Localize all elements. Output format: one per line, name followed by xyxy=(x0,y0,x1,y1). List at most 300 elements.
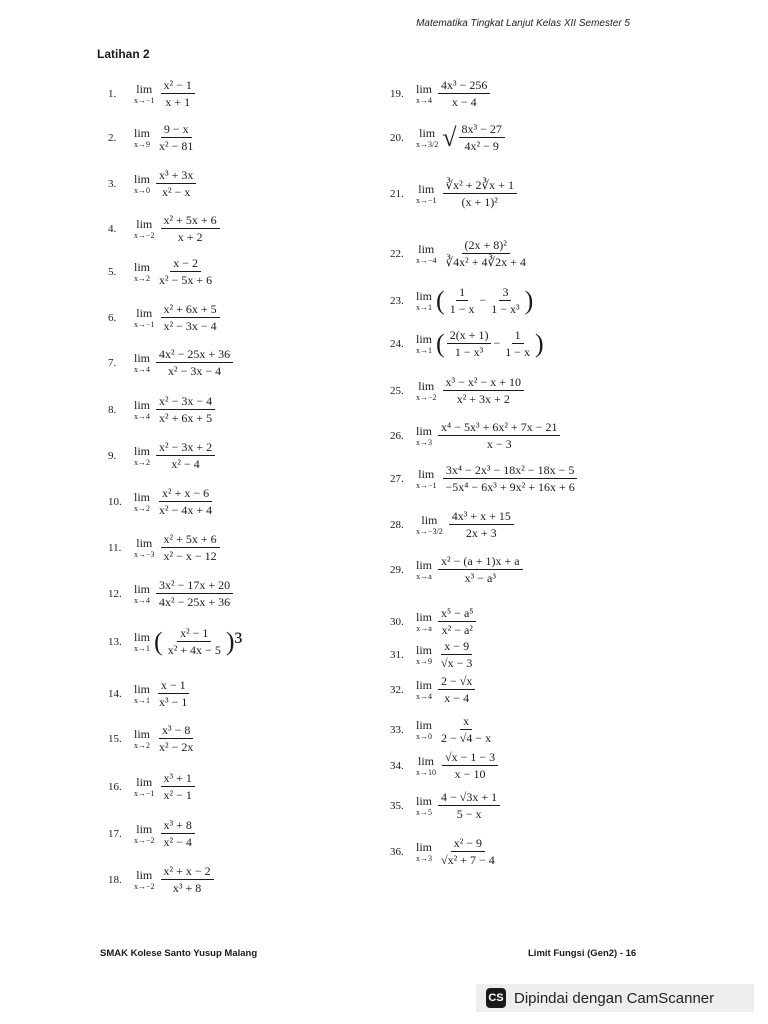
numerator: x³ + 8 xyxy=(161,818,195,834)
limit-expression xyxy=(154,347,235,378)
numerator: x⁴ − 5x³ + 6x² + 7x − 21 xyxy=(438,420,560,436)
limit-approach: x→−2 xyxy=(134,230,155,240)
numerator: 3 xyxy=(499,285,511,301)
fraction xyxy=(156,723,196,754)
limit-expression xyxy=(436,714,496,745)
denominator: −5x⁴ − 6x³ + 9x² + 16x + 6 xyxy=(445,480,575,494)
problem-item xyxy=(108,864,216,895)
limit-expression xyxy=(154,394,217,425)
limit-operator xyxy=(416,468,437,490)
fraction xyxy=(447,285,478,316)
limit-operator xyxy=(134,683,150,705)
problem-item xyxy=(390,285,533,316)
limit-operator xyxy=(416,290,432,312)
denominator: x − 10 xyxy=(454,767,486,781)
limit-expression xyxy=(154,723,198,754)
limit-word: lim xyxy=(134,443,151,458)
limit-operator xyxy=(416,83,432,105)
limit-word: lim xyxy=(421,512,438,527)
problem-item xyxy=(108,168,198,199)
problem-item xyxy=(390,78,492,109)
problem-number: 20. xyxy=(390,131,404,144)
limit-approach: x→1 xyxy=(134,695,150,705)
limit-expression xyxy=(154,678,192,709)
limit-operator xyxy=(416,611,432,633)
problem-item xyxy=(390,790,502,821)
numerator: x³ + 1 xyxy=(161,771,195,787)
problem-item xyxy=(390,463,580,494)
problem-item xyxy=(390,554,525,585)
limit-expression xyxy=(442,122,507,153)
open-bracket: ( xyxy=(436,285,445,315)
numerator: x² + 5x + 6 xyxy=(161,213,220,229)
problem-number: 8. xyxy=(108,403,117,416)
limit-word: lim xyxy=(134,397,151,412)
limit-word: lim xyxy=(419,125,436,140)
limit-approach: x→−2 xyxy=(416,392,437,402)
limit-approach: x→3/2 xyxy=(416,139,439,149)
problem-item xyxy=(108,532,222,563)
denominator: x² − 1 xyxy=(163,788,192,802)
limit-word: lim xyxy=(134,171,151,186)
problem-number: 14. xyxy=(108,687,122,700)
limit-word: lim xyxy=(134,259,151,274)
limit-word: lim xyxy=(134,681,151,696)
numerator: ∛x² + 2∛x + 1 xyxy=(443,178,517,194)
fraction xyxy=(438,639,475,670)
denominator: x² − x − 12 xyxy=(163,549,217,563)
denominator: x³ + 8 xyxy=(172,881,202,895)
limit-approach: x→2 xyxy=(134,740,150,750)
fraction xyxy=(161,78,195,109)
problem-number: 16. xyxy=(108,780,122,793)
numerator: 4x² − 25x + 36 xyxy=(156,347,233,363)
numerator: 1 xyxy=(456,285,468,301)
problem-number: 27. xyxy=(390,472,404,485)
limit-word: lim xyxy=(418,181,435,196)
problem-number: 2. xyxy=(108,131,117,144)
limit-approach: x→10 xyxy=(416,767,436,777)
limit-expression xyxy=(154,122,198,153)
numerator: 9 − x xyxy=(161,122,192,138)
problem-item xyxy=(108,122,198,153)
problem-item xyxy=(108,256,217,287)
problem-item xyxy=(390,714,496,745)
limit-word: lim xyxy=(416,839,433,854)
limit-operator xyxy=(134,399,150,421)
denominator: √x² + 7 − 4 xyxy=(441,853,495,867)
limit-word: lim xyxy=(134,726,151,741)
problem-item xyxy=(108,347,235,378)
problem-item xyxy=(390,178,519,209)
limit-approach: x→−1 xyxy=(134,95,155,105)
problem-item xyxy=(390,836,500,867)
denominator: x² − 81 xyxy=(159,139,194,153)
problem-item xyxy=(390,606,478,637)
denominator: √x − 3 xyxy=(441,656,473,670)
limit-approach: x→−4 xyxy=(416,255,437,265)
limit-approach: x→−3 xyxy=(134,549,155,559)
limit-expression xyxy=(436,639,477,670)
numerator: x xyxy=(460,714,472,730)
limit-expression xyxy=(154,256,217,287)
limit-approach: x→2 xyxy=(134,457,150,467)
limit-expression xyxy=(159,213,222,244)
numerator: x² − 3x + 2 xyxy=(156,440,215,456)
denominator: x² − 3x − 4 xyxy=(163,319,217,333)
problem-number: 26. xyxy=(390,429,404,442)
limit-approach: x→9 xyxy=(134,139,150,149)
limit-operator xyxy=(134,631,150,653)
limit-operator xyxy=(416,841,432,863)
limit-operator xyxy=(416,183,437,205)
problem-number: 28. xyxy=(390,518,404,531)
problem-number: 24. xyxy=(390,337,404,350)
limit-expression xyxy=(159,771,197,802)
limit-operator xyxy=(134,491,150,513)
denominator: x² + 6x + 5 xyxy=(159,411,213,425)
limit-word: lim xyxy=(416,677,433,692)
denominator: x² − a² xyxy=(441,623,473,637)
limit-expression xyxy=(436,420,562,451)
limit-word: lim xyxy=(136,81,153,96)
limit-operator xyxy=(416,679,432,701)
fraction xyxy=(156,122,196,153)
problem-item xyxy=(390,674,477,705)
problem-item xyxy=(390,122,507,153)
limit-word: lim xyxy=(134,629,151,644)
fraction xyxy=(165,626,224,657)
problem-number: 23. xyxy=(390,294,404,307)
limit-expression xyxy=(159,818,197,849)
open-bracket: √ xyxy=(442,122,457,152)
limit-word: lim xyxy=(418,241,435,256)
problem-number: 15. xyxy=(108,732,122,745)
problem-item xyxy=(390,420,562,451)
limit-approach: x→5 xyxy=(416,807,432,817)
limit-approach: x→4 xyxy=(134,364,150,374)
fraction xyxy=(447,328,492,359)
limit-operator xyxy=(134,218,155,240)
numerator: x² − 1 xyxy=(161,78,195,94)
denominator: x² − 3x − 4 xyxy=(168,364,222,378)
numerator: x³ − 8 xyxy=(159,723,193,739)
numerator: x⁵ − a⁵ xyxy=(438,606,476,622)
limit-approach: x→1 xyxy=(416,345,432,355)
fraction xyxy=(156,256,215,287)
limit-expression xyxy=(441,238,531,269)
limit-word: lim xyxy=(418,466,435,481)
limit-word: lim xyxy=(136,821,153,836)
problem-number: 31. xyxy=(390,648,404,661)
problem-number: 34. xyxy=(390,759,404,772)
denominator: x² − 4x + 4 xyxy=(159,503,213,517)
problem-number: 12. xyxy=(108,587,122,600)
close-bracket: )³ xyxy=(225,626,243,656)
problem-number: 33. xyxy=(390,723,404,736)
close-bracket: ) xyxy=(524,285,534,315)
fraction xyxy=(161,213,220,244)
fraction xyxy=(438,78,490,109)
problem-number: 4. xyxy=(108,222,117,235)
problem-number: 30. xyxy=(390,615,404,628)
denominator: 1 − x³ xyxy=(454,345,484,359)
denominator: x² + 4x − 5 xyxy=(167,643,221,657)
open-bracket: ( xyxy=(436,328,445,358)
limit-approach: x→3 xyxy=(416,437,432,447)
numerator: x³ + 3x xyxy=(156,168,196,184)
problem-number: 36. xyxy=(390,845,404,858)
limit-operator xyxy=(134,583,150,605)
numerator: x² + 5x + 6 xyxy=(161,532,220,548)
limit-operator xyxy=(416,333,432,355)
limit-approach: x→2 xyxy=(134,503,150,513)
limit-approach: x→a xyxy=(416,571,432,581)
limit-operator xyxy=(134,823,155,845)
limit-word: lim xyxy=(416,288,433,303)
limit-approach: x→−1 xyxy=(416,480,437,490)
problem-item xyxy=(108,213,222,244)
limit-expression xyxy=(154,578,235,609)
problem-item xyxy=(108,302,222,333)
fraction xyxy=(438,674,475,705)
limit-operator xyxy=(134,307,155,329)
problem-number: 25. xyxy=(390,384,404,397)
limit-approach: x→9 xyxy=(416,656,432,666)
limit-approach: x→−3/2 xyxy=(416,526,443,536)
close-bracket: ) xyxy=(535,328,544,358)
denominator: x − 3 xyxy=(486,437,512,451)
limit-word: lim xyxy=(416,642,433,657)
limit-operator xyxy=(134,173,150,195)
limit-word: lim xyxy=(416,717,433,732)
limit-operator xyxy=(134,83,155,105)
limit-operator xyxy=(134,445,150,467)
fraction xyxy=(488,285,522,316)
problem-number: 6. xyxy=(108,311,117,324)
limit-word: lim xyxy=(136,535,153,550)
limit-approach: x→4 xyxy=(134,595,150,605)
problem-item xyxy=(390,750,500,781)
limit-operator xyxy=(134,728,150,750)
fraction xyxy=(443,375,525,406)
limit-operator xyxy=(134,869,155,891)
numerator: x² + x − 6 xyxy=(159,486,212,502)
limit-word: lim xyxy=(136,305,153,320)
problem-number: 3. xyxy=(108,177,117,190)
numerator: x − 2 xyxy=(170,256,201,272)
problem-number: 35. xyxy=(390,799,404,812)
numerator: x² − 3x − 4 xyxy=(156,394,215,410)
footer-school: SMAK Kolese Santo Yusup Malang xyxy=(100,948,258,959)
numerator: x² + x − 2 xyxy=(161,864,214,880)
limit-approach: x→3 xyxy=(416,853,432,863)
limit-word: lim xyxy=(416,331,433,346)
limit-operator xyxy=(416,755,436,777)
problem-number: 21. xyxy=(390,187,404,200)
limit-approach: x→−2 xyxy=(134,835,155,845)
denominator: 1 − x xyxy=(449,302,475,316)
problem-item xyxy=(390,639,477,670)
numerator: 3x² − 17x + 20 xyxy=(156,578,233,594)
denominator: x + 2 xyxy=(177,230,203,244)
denominator: x³ − a³ xyxy=(464,571,496,585)
fraction xyxy=(438,554,523,585)
limit-expression xyxy=(440,750,500,781)
problem-item xyxy=(108,771,197,802)
limit-approach: x→0 xyxy=(416,731,432,741)
denominator: x³ − 1 xyxy=(159,695,188,709)
limit-operator xyxy=(134,352,150,374)
fraction xyxy=(161,818,195,849)
limit-word: lim xyxy=(417,753,434,768)
denominator: (x + 1)² xyxy=(461,195,498,209)
problem-number: 29. xyxy=(390,563,404,576)
limit-approach: x→a xyxy=(416,623,432,633)
limit-word: lim xyxy=(416,609,433,624)
denominator: x² − 4 xyxy=(171,457,200,471)
limit-approach: x→−1 xyxy=(134,319,155,329)
problem-item xyxy=(390,509,516,540)
numerator: 8x³ − 27 xyxy=(459,122,505,138)
limit-expression xyxy=(159,864,216,895)
limit-operator xyxy=(416,719,432,741)
numerator: 4x³ − 256 xyxy=(438,78,490,94)
fraction xyxy=(443,463,578,494)
limit-expression xyxy=(436,78,492,109)
problem-item xyxy=(108,626,242,657)
fraction xyxy=(438,420,560,451)
denominator: x² + 3x + 2 xyxy=(456,392,510,406)
fraction xyxy=(438,714,494,745)
numerator: x² − 1 xyxy=(177,626,211,642)
denominator: ∛4x² + 4∛2x + 4 xyxy=(445,255,526,269)
fraction xyxy=(449,509,514,540)
problem-number: 18. xyxy=(108,873,122,886)
denominator: x − 4 xyxy=(451,95,477,109)
problem-number: 10. xyxy=(108,495,122,508)
limit-expression xyxy=(154,626,242,657)
fraction xyxy=(438,836,498,867)
limit-expression xyxy=(154,168,198,199)
limit-approach: x→4 xyxy=(416,691,432,701)
problem-item xyxy=(390,328,544,359)
denominator: 2 − √4 − x xyxy=(441,731,492,745)
limit-expression xyxy=(154,440,217,471)
limit-expression xyxy=(441,463,580,494)
denominator: x − 4 xyxy=(444,691,470,705)
footer-page-number: Limit Fungsi (Gen2) - 16 xyxy=(528,948,637,959)
limit-word: lim xyxy=(416,557,433,572)
limit-expression xyxy=(154,486,217,517)
problem-number: 7. xyxy=(108,356,117,369)
limit-operator xyxy=(416,559,432,581)
fraction xyxy=(156,168,196,199)
problem-number: 9. xyxy=(108,449,117,462)
camscanner-watermark xyxy=(476,984,754,1012)
open-bracket: ( xyxy=(154,626,163,656)
limit-approach: x→−1 xyxy=(416,195,437,205)
fraction xyxy=(156,347,233,378)
limit-operator xyxy=(416,514,443,536)
numerator: (2x + 8)² xyxy=(462,238,510,254)
denominator: 4x² − 9 xyxy=(464,139,499,153)
denominator: 5 − x xyxy=(456,807,482,821)
limit-expression xyxy=(436,285,533,316)
numerator: 2(x + 1) xyxy=(447,328,492,344)
limit-approach: x→4 xyxy=(134,411,150,421)
limit-operator xyxy=(416,127,438,149)
fraction xyxy=(161,771,195,802)
denominator: 1 − x xyxy=(505,345,531,359)
problem-item xyxy=(390,375,526,406)
problem-number: 17. xyxy=(108,827,122,840)
page-header: Matematika Tingkat Lanjut Kelas XII Semester 5 xyxy=(416,18,630,29)
fraction xyxy=(443,238,529,269)
numerator: x² − (a + 1)x + a xyxy=(438,554,523,570)
limit-word: lim xyxy=(136,867,153,882)
fraction xyxy=(442,750,498,781)
camscanner-text: Dipindai dengan CamScanner xyxy=(514,989,715,1007)
limit-operator xyxy=(416,243,437,265)
limit-expression xyxy=(436,674,477,705)
problem-item xyxy=(108,723,198,754)
problem-item xyxy=(108,678,192,709)
fraction xyxy=(502,328,533,359)
limit-expression xyxy=(159,302,222,333)
denominator: x² − 5x + 6 xyxy=(159,273,213,287)
limit-approach: x→−2 xyxy=(134,881,155,891)
operator: − xyxy=(493,336,501,350)
limit-expression xyxy=(441,375,527,406)
fraction xyxy=(156,578,233,609)
limit-expression xyxy=(436,606,478,637)
problem-item xyxy=(108,78,197,109)
limit-operator xyxy=(134,127,150,149)
limit-operator xyxy=(416,380,437,402)
problem-item xyxy=(108,440,217,471)
limit-expression xyxy=(436,790,502,821)
numerator: x² − 9 xyxy=(451,836,485,852)
limit-expression xyxy=(447,509,516,540)
limit-word: lim xyxy=(136,216,153,231)
limit-expression xyxy=(159,78,197,109)
limit-word: lim xyxy=(134,350,151,365)
limit-word: lim xyxy=(416,81,433,96)
problem-item xyxy=(108,818,197,849)
fraction xyxy=(156,440,215,471)
fraction xyxy=(156,486,215,517)
limit-operator xyxy=(134,537,155,559)
limit-word: lim xyxy=(136,774,153,789)
limit-operator xyxy=(416,795,432,817)
limit-approach: x→2 xyxy=(134,273,150,283)
limit-operator xyxy=(416,425,432,447)
numerator: x − 9 xyxy=(441,639,472,655)
fraction xyxy=(161,532,220,563)
numerator: x² + 6x + 5 xyxy=(161,302,220,318)
limit-operator xyxy=(134,776,155,798)
numerator: 4 − √3x + 1 xyxy=(438,790,500,806)
fraction xyxy=(156,394,215,425)
limit-approach: x→1 xyxy=(416,302,432,312)
numerator: 3x⁴ − 2x³ − 18x² − 18x − 5 xyxy=(443,463,577,479)
denominator: 4x² − 25x + 36 xyxy=(159,595,231,609)
problem-item xyxy=(390,238,531,269)
limit-expression xyxy=(441,178,519,209)
problem-item xyxy=(108,486,217,517)
limit-approach: x→−1 xyxy=(134,788,155,798)
